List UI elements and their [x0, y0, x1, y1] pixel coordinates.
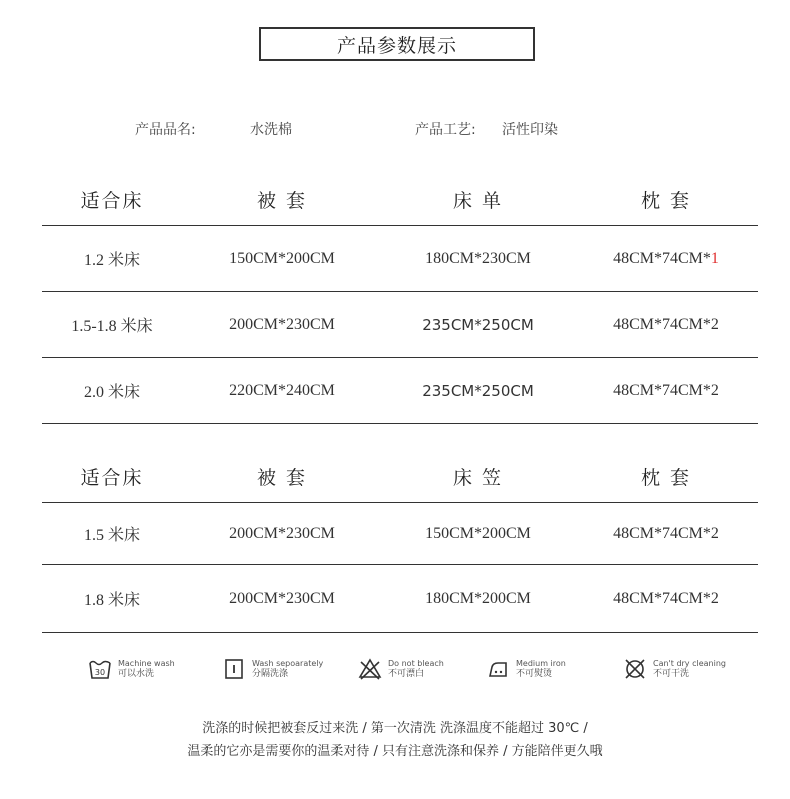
- size-table-fitted: [42, 451, 758, 633]
- table-row: [42, 358, 758, 424]
- product-craft-label: 产品工艺:: [415, 122, 476, 138]
- header-bed-size: 适合床: [80, 467, 144, 489]
- pillowcase-cell: 48CM*74CM*2: [613, 381, 719, 399]
- do-not-bleach-icon: [358, 657, 382, 681]
- product-name-label: 产品品名:: [135, 122, 196, 138]
- size-table-sheet: [42, 174, 758, 424]
- duvet-cover-cell: 220CM*240CM: [229, 381, 335, 399]
- medium-iron-icon: [486, 657, 510, 681]
- bed-size-cell: 1.5 米床: [83, 527, 140, 544]
- fitted-sheet-cell: 150CM*200CM: [425, 524, 531, 542]
- table-header-row: [42, 174, 758, 226]
- care-cn-label: 可以水洗: [118, 669, 155, 679]
- duvet-cover-cell: 200CM*230CM: [229, 524, 335, 542]
- care-cn-label: 不可漂白: [388, 669, 425, 679]
- care-item-no-bleach: [358, 657, 444, 681]
- care-en-label: Do not bleach: [388, 659, 444, 668]
- table-header-row: [42, 451, 758, 503]
- header-bed-sheet: 床 单: [452, 190, 504, 212]
- pillowcase-cell: 48CM*74CM*2: [613, 589, 719, 607]
- duvet-cover-cell: 200CM*230CM: [229, 589, 335, 607]
- pillowcase-cell: 48CM*74CM*2: [613, 524, 719, 542]
- care-en-label: Machine wash: [118, 659, 175, 668]
- care-cn-label: 不可干洗: [653, 669, 690, 679]
- header-pillowcase: 枕 套: [640, 190, 692, 212]
- header-fitted-sheet: 床 笠: [452, 467, 504, 489]
- table-row: [42, 226, 758, 292]
- product-name-value: 水洗棉: [250, 122, 292, 138]
- pillowcase-count: 1: [710, 249, 719, 267]
- fitted-sheet-cell: 180CM*200CM: [425, 589, 531, 607]
- bed-sheet-cell: 180CM*230CM: [425, 249, 531, 267]
- duvet-cover-cell: 200CM*230CM: [229, 315, 335, 333]
- care-item-wash-separately: [222, 657, 323, 681]
- washing-note-line-1: 洗涤的时候把被套反过来洗 / 第一次清洗 洗涤温度不能超过 30℃ /: [202, 721, 588, 736]
- care-cn-label: 分隔洗涤: [252, 669, 289, 679]
- pillowcase-cell: [574, 250, 758, 268]
- header-pillowcase: 枕 套: [640, 467, 692, 489]
- bed-sheet-cell: 235CM*250CM: [422, 315, 534, 334]
- duvet-cover-cell: 150CM*200CM: [229, 249, 335, 267]
- care-en-label: Medium iron: [516, 659, 566, 668]
- svg-text:30: 30: [94, 668, 106, 677]
- care-instructions: [0, 657, 790, 687]
- wash-separately-icon: [222, 657, 246, 681]
- header-bed-size: 适合床: [80, 190, 144, 212]
- page-title: 产品参数展示: [259, 27, 535, 61]
- bed-size-cell: 1.8 米床: [83, 592, 140, 609]
- product-craft-value: 活性印染: [502, 122, 558, 138]
- care-item-machine-wash: [88, 657, 175, 681]
- machine-wash-30-icon: [88, 657, 112, 681]
- care-item-medium-iron: [486, 657, 566, 681]
- bed-size-cell: 1.2 米床: [83, 252, 140, 269]
- bed-size-cell: 2.0 米床: [83, 384, 140, 401]
- care-en-label: Wash sepoarately: [252, 659, 324, 668]
- pillowcase-cell: 48CM*74CM*2: [613, 315, 719, 333]
- no-dry-clean-icon: [623, 657, 647, 681]
- pillowcase-size: 48CM*74CM*: [613, 249, 711, 267]
- table-row: [42, 292, 758, 358]
- table-row: [42, 565, 758, 633]
- bed-sheet-cell: 235CM*250CM: [422, 381, 534, 400]
- care-cn-label: 不可熨烫: [516, 669, 553, 679]
- bed-size-cell: 1.5-1.8 米床: [71, 318, 153, 335]
- care-item-no-dry-clean: [623, 657, 726, 681]
- header-duvet-cover: 被 套: [256, 467, 308, 489]
- care-en-label: Can't dry cleaning: [653, 659, 726, 668]
- washing-note-line-2: 温柔的它亦是需要你的温柔对待 / 只有注意洗涤和保养 / 方能陪伴更久哦: [187, 744, 603, 759]
- header-duvet-cover: 被 套: [256, 190, 308, 212]
- table-row: [42, 503, 758, 565]
